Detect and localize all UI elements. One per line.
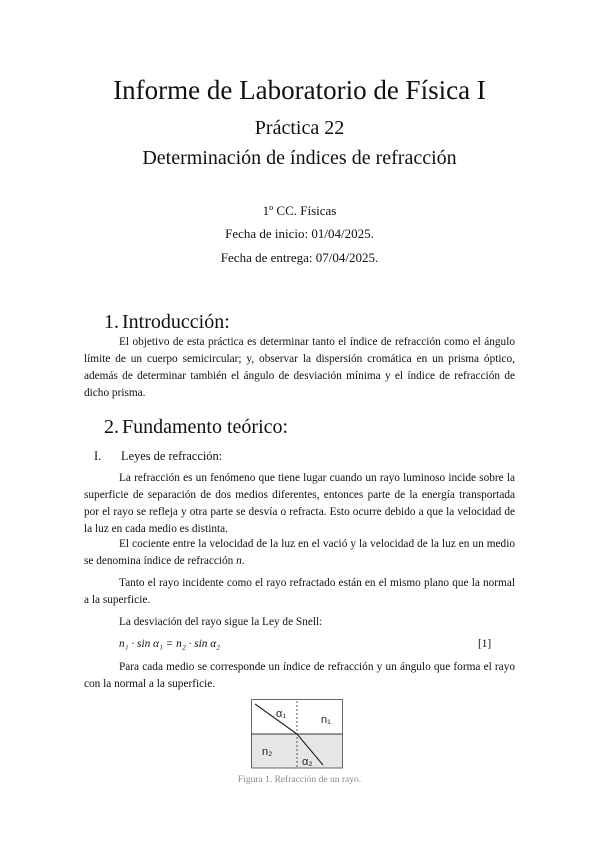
snell-intro: La desviación del rayo sigue la Ley de Snell:	[119, 616, 323, 628]
practice-number: Práctica 22	[254, 117, 345, 139]
index-paragraph	[84, 536, 515, 570]
index-paragraph-end: .	[241, 555, 245, 567]
section-title: Introducción:	[122, 311, 230, 333]
refraction-paragraph: La refracción es un fenómeno que tiene lugar cuando un rayo luminoso incide sobre la superficie de separación de dos medios diferentes, entonces parte de la energía transportada por el rayo se refleja y otra parte se desvía o refracta. Esto ocurre debido a que la velocidad de la luz en cada medio es distinta.	[84, 472, 515, 535]
subsection-title: Leyes de refracción:	[121, 449, 223, 463]
practice-subject: Determinación de índices de refracción	[142, 147, 457, 169]
section-number: 1.	[104, 311, 119, 333]
equation-number: [1]	[478, 638, 492, 650]
snell-formula: n₁ · sin α₁ = n₂ · sin α₂	[119, 638, 221, 650]
refraction-figure	[251, 699, 343, 769]
course-label: 1º CC. Físicas	[262, 203, 337, 218]
due-date: Fecha de entrega: 07/04/2025.	[220, 250, 379, 265]
subsection-heading	[94, 448, 222, 464]
report-title: Informe de Laboratorio de Física I	[113, 75, 486, 105]
alpha1-label: α₁	[276, 708, 287, 720]
start-date: Fecha de inicio: 01/04/2025.	[225, 226, 374, 241]
subsection-number: I.	[94, 449, 102, 463]
n1-label: n₁	[321, 714, 331, 726]
intro-paragraph: El objetivo de esta práctica es determinar tanto el índice de refracción como el ángulo límite de un cuerpo semicircular; y, observar la dispersión cromática en un prisma óptico, además de determinar también el ángulo de desviación mínima y el índice de refracción de dicho prisma.	[84, 336, 515, 399]
index-symbol: n	[236, 555, 242, 567]
n2-label: n₂	[262, 746, 273, 758]
medium-paragraph: Para cada medio se corresponde un índice de refracción y un ángulo que forma el rayo con la normal a la superficie.	[84, 661, 515, 690]
alpha2-label: α₂	[302, 756, 313, 768]
figure-caption: Figura 1. Refracción de un rayo.	[237, 775, 362, 785]
section-number: 2.	[104, 416, 119, 438]
section-title: Fundamento teórico:	[122, 416, 289, 438]
index-paragraph-text: El cociente entre la velocidad de la luz en el vació y la velocidad de la luz en un medio se denomina índice de refracción	[84, 538, 515, 567]
section-heading-intro	[104, 310, 230, 334]
plane-paragraph: Tanto el rayo incidente como el rayo refractado están en el mismo plano que la normal a la superficie.	[84, 577, 515, 606]
section-heading-theory	[104, 415, 288, 439]
